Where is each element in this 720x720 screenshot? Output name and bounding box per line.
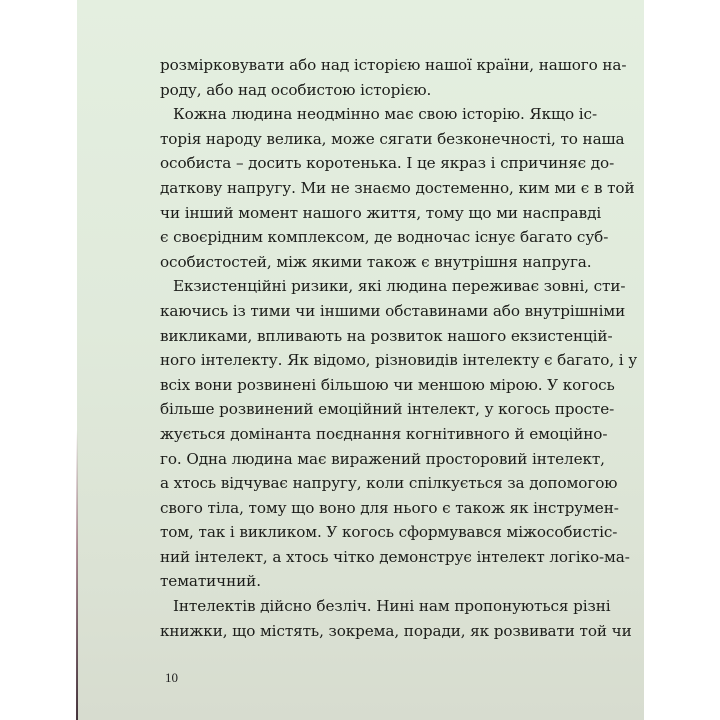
text-line: даткову напругу. Ми не знаємо достеменно, ким ми є в той xyxy=(160,178,635,197)
text-line: свого тіла, тому що воно для нього є також як інструмен- xyxy=(160,498,619,517)
text-line: Інтелектів дійсно безліч. Нині нам пропонуються різні xyxy=(173,597,611,616)
text-line: Екзистенційні ризики, які людина переживає зовні, сти- xyxy=(173,277,626,296)
text-line: жується домінанта поєднання когнітивного й емоційно- xyxy=(160,424,608,443)
text-line: Кожна людина неодмінно має свою історію. Якщо іс- xyxy=(173,105,597,124)
text-line: викликами, впливають на розвиток нашого екзистенцій- xyxy=(160,326,613,345)
text-line: всіх вони розвинені більшою чи меншою мірою. У когось xyxy=(160,375,615,394)
text-line: торія народу велика, може сягати безконечності, то наша xyxy=(160,129,625,148)
text-line: а хтось відчуває напругу, коли спілкується за допомогою xyxy=(160,474,618,493)
text-line: розмірковувати або над історією нашої країни, нашого на- xyxy=(160,56,627,74)
text-line: є своєрідним комплексом, де водночас існує багато суб- xyxy=(160,228,609,247)
text-line: ного інтелекту. Як відомо, різновидів інтелекту є багато, і у xyxy=(160,351,638,370)
text-line: особиста – досить коротенька. І це якраз і спричиняє до- xyxy=(160,154,615,173)
text-line: чи інший момент нашого життя, тому що ми насправді xyxy=(160,203,602,222)
page-number: 10 xyxy=(165,670,178,685)
text-line: каючись із тими чи іншими обставинами або внутрішніми xyxy=(160,301,626,320)
text-line: ний інтелект, а хтось чітко демонструє інтелект логіко-ма- xyxy=(160,547,630,566)
page-edge-shadow xyxy=(76,430,78,720)
text-line: том, так і викликом. У когось сформувався міжособистіс- xyxy=(160,523,618,542)
text-line: роду, або над особистою історією. xyxy=(160,80,432,99)
text-line: книжки, що містять, зокрема, поради, як розвивати той чи xyxy=(160,621,632,640)
text-line: особистостей, між якими також є внутрішня напруга. xyxy=(160,252,592,271)
text-line: більше розвинений емоційний інтелект, у когось просте- xyxy=(160,400,615,419)
body-text xyxy=(160,53,638,643)
text-line: тематичний. xyxy=(160,572,261,591)
text-line: го. Одна людина має виражений просторовий інтелект, xyxy=(160,449,605,468)
